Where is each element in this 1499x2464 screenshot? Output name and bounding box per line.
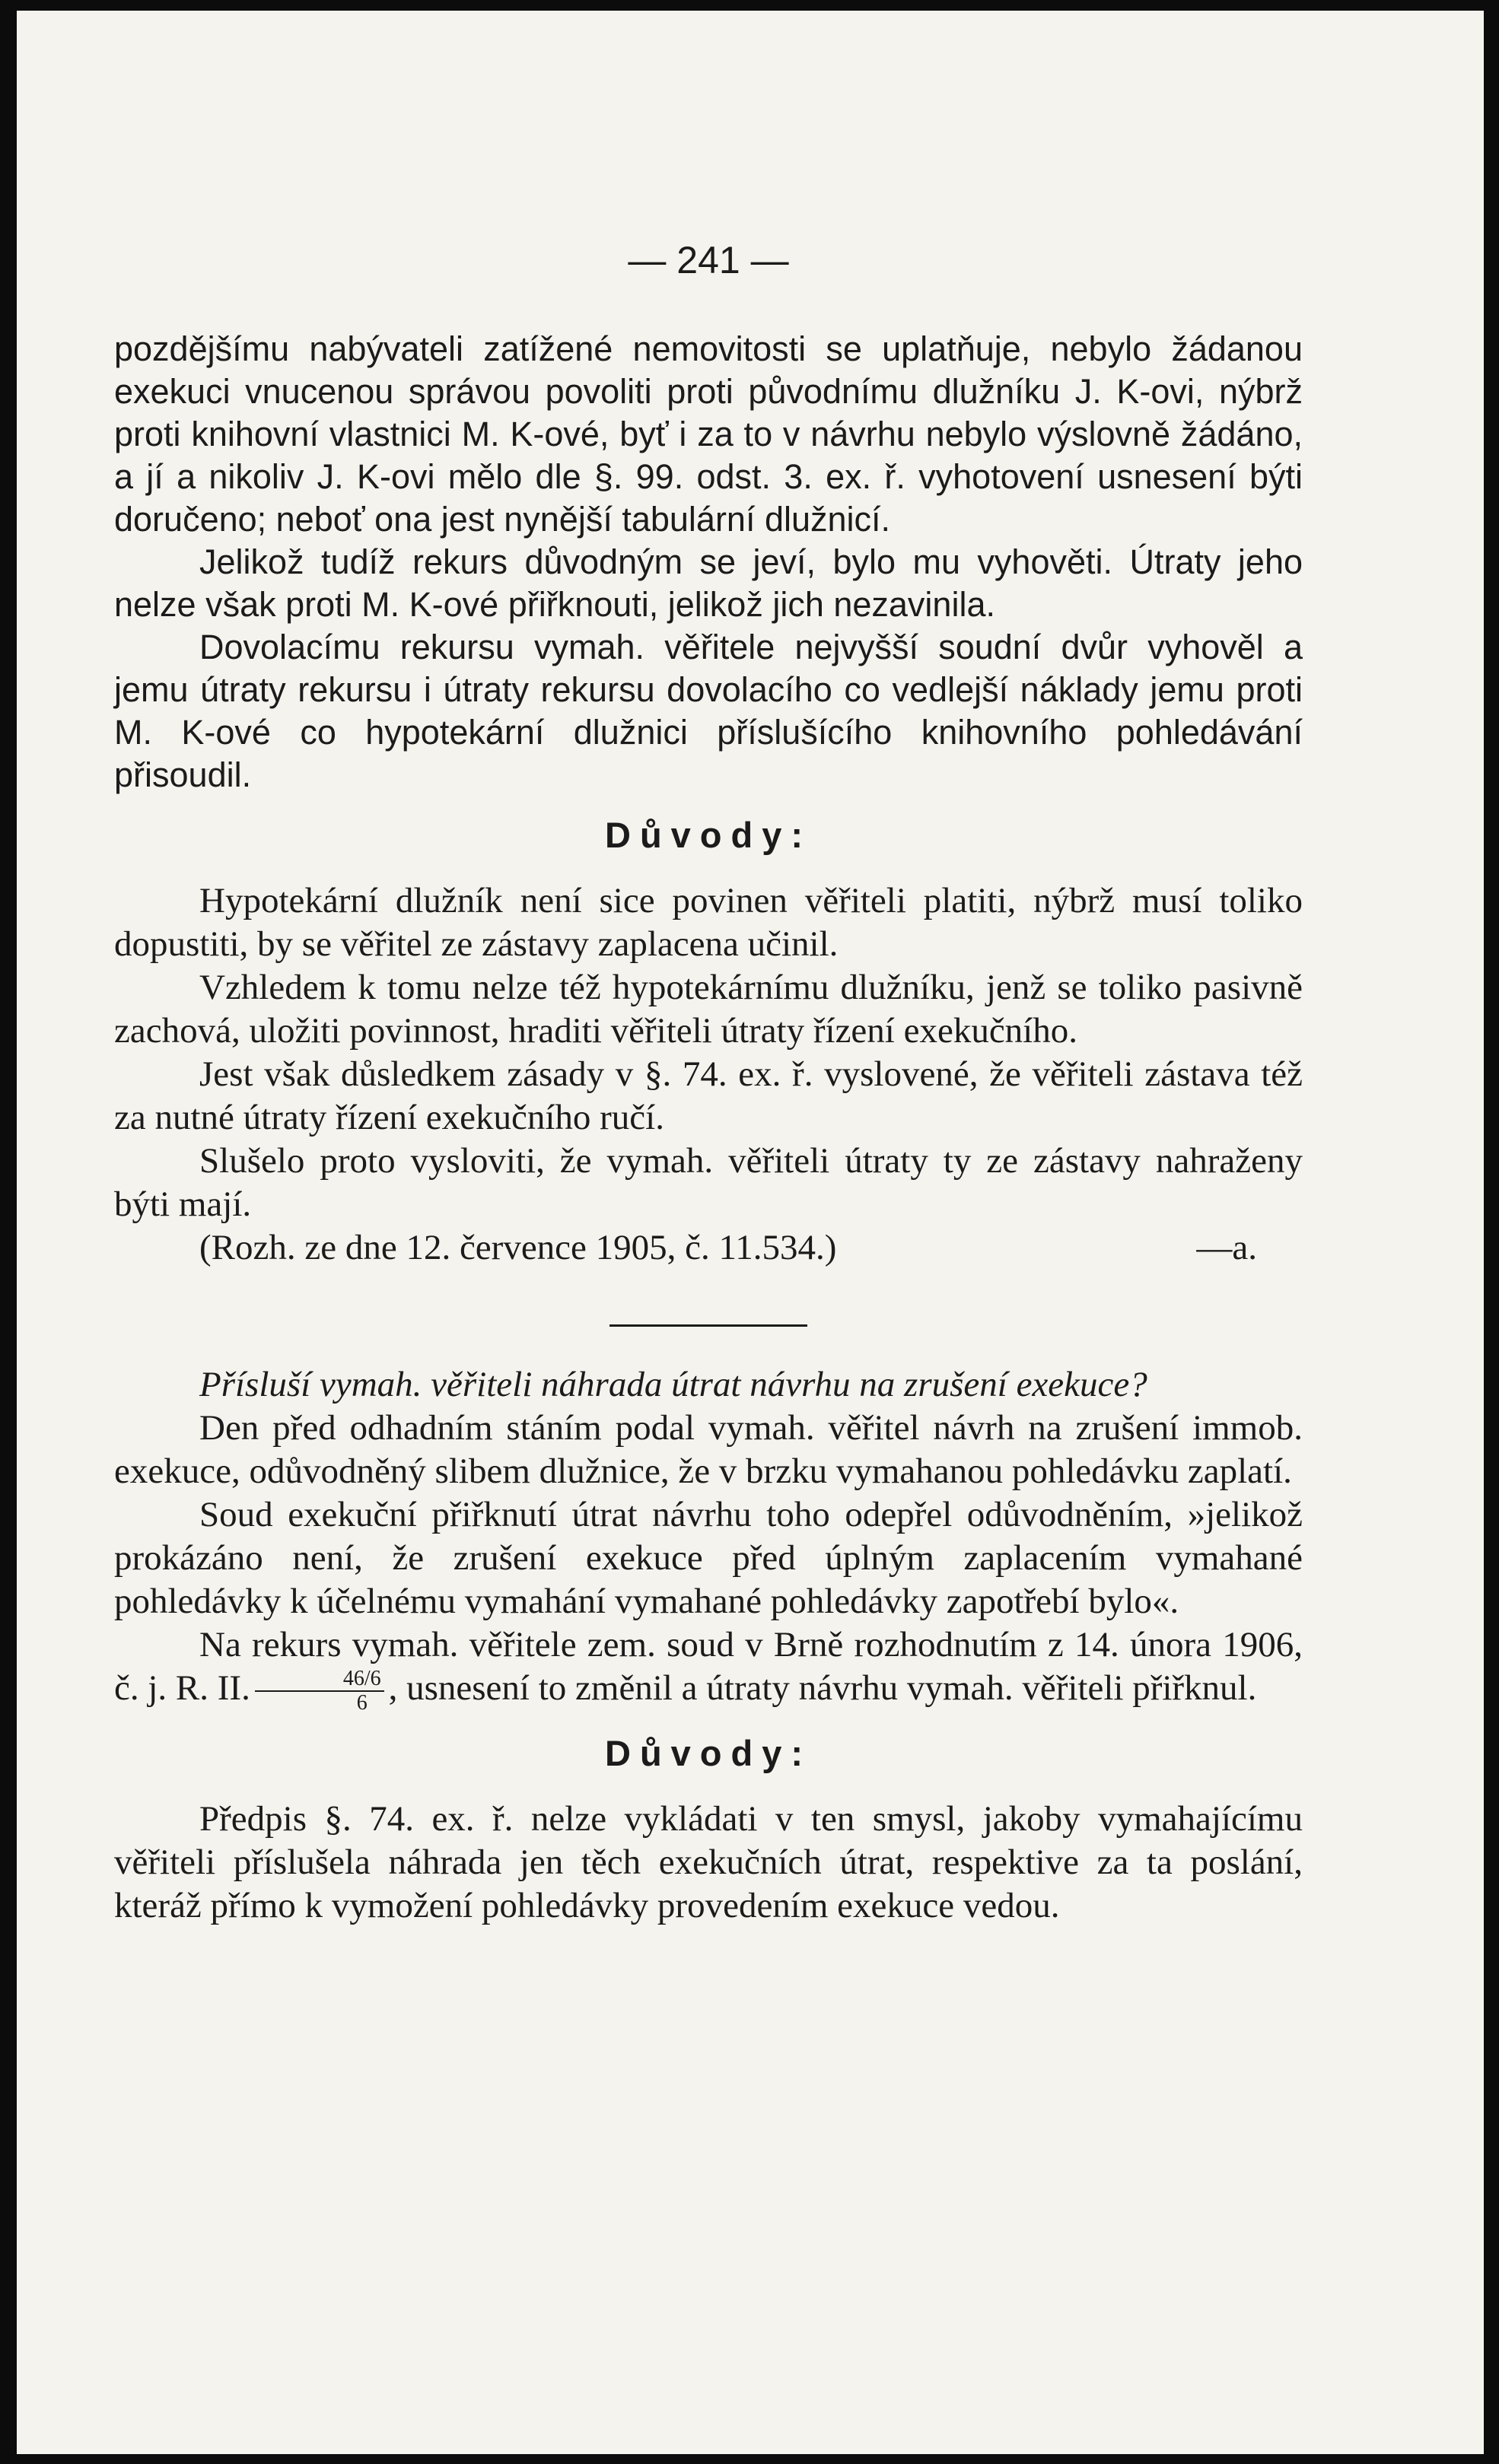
fraction-numerator: 46/6: [255, 1668, 384, 1692]
case-a-reasons: [114, 879, 1303, 1270]
case-b-paragraph-3-start: Na rekurs vymah. věřitele zem. soud v Brně rozhodnutím z 14. února 1906, č. j. R. II.: [114, 1625, 1303, 1708]
case-a: [114, 328, 1303, 796]
case-b-paragraph-2: Soud exekuční přiřknutí útrat návrhu toho odepřel odůvodněním, »jelikož prokázáno není, že zrušení exekuce před úplným zaplacením vymahané pohledávky k účelnému vymahání vymahané pohledávky zapotřebí bylo«.: [114, 1495, 1303, 1621]
case-a-paragraph-3: Dovolacímu rekursu vymah. věřitele nejvyšší soudní dvůr vyhověl a jemu útraty rekursu i útraty rekursu dovolacího co vedlejší náklady jemu proti M. K-ové co hypotekární dlužnici příslušícího knihovního pohledávání přisoudil.: [114, 628, 1303, 794]
case-b-paragraph-3-end: , usnesení to změnil a útraty návrhu vymah. věřiteli přiřknul.: [388, 1668, 1257, 1708]
fraction-denominator: 6: [356, 1691, 368, 1715]
case-a-paragraph-2: Jelikož tudíž rekurs důvodným se jeví, bylo mu vyhověti. Útraty jeho nelze však proti M. K-ové přiřknouti, jelikož jich nezavinila.: [114, 542, 1303, 624]
page-number: — 241 —: [628, 239, 789, 281]
case-b-topic-question: Přísluší vymah. věřiteli náhrada útrat návrhu na zrušení exekuce?: [199, 1365, 1147, 1404]
case-a-reason-1: Hypotekární dlužník není sice povinen věřiteli platiti, nýbrž musí toliko dopustiti, by se věřitel ze zástavy zaplacena učinil.: [114, 881, 1303, 964]
case-b-paragraph-3: [114, 1623, 1303, 1715]
case-b-paragraph-1: Den před odhadním stáním podal vymah. věřitel návrh na zrušení immob. exekuce, odůvodněný slibem dlužnice, že v brzku vymahanou pohledávku zaplatí.: [114, 1408, 1303, 1491]
case-a-reasons-heading: Důvody:: [605, 815, 812, 855]
case-a-reason-2: Vzhledem k tomu nelze též hypotekárnímu dlužníku, jenž se toliko pasivně zachová, uložiti povinnost, hraditi věřiteli útraty řízení exekučního.: [114, 968, 1303, 1051]
case-b-reasons-heading: Důvody:: [605, 1733, 812, 1774]
section-divider: [609, 1324, 807, 1327]
case-a-paragraph-1: pozdějšímu nabývateli zatížené nemovitosti se uplatňuje, nebylo žádanou exekuci vnucenou správou povoliti proti původnímu dlužníku J. K-ovi, nýbrž proti knihovní vlastnici M. K-ové, byť i za to v návrhu nebylo výslovně žádáno, a jí a nikoliv J. K-ovi mělo dle §. 99. odst. 3. ex. ř. vyhotovení usnesení býti doručeno; neboť ona jest nynější tabulární dlužnicí.: [114, 329, 1303, 539]
author-signature: —a.: [1196, 1228, 1257, 1267]
page-text: [114, 239, 1303, 1928]
case-a-reason-3: Jest však důsledkem zásady v §. 74. ex. ř. vyslovené, že věřiteli zástava též za nutné útraty řízení exekučního ručí.: [114, 1054, 1303, 1137]
case-number-fraction: [255, 1668, 384, 1715]
case-a-reason-4: Slušelo proto vysloviti, že vymah. věřiteli útraty ty ze zástavy nahraženy býti mají.: [114, 1141, 1303, 1224]
case-b-reason-1: Předpis §. 74. ex. ř. nelze vykládati v ten smysl, jakoby vymahajícímu věřiteli příslušela náhrada jen těch exekučních útrat, respektive za ta poslání, kteráž přímo k vymožení pohledávky provedením exekuce vedou.: [114, 1799, 1303, 1926]
decision-citation: (Rozh. ze dne 12. července 1905, č. 11.534.): [199, 1228, 837, 1267]
book-page: [17, 11, 1484, 2454]
case-a-decision-reference: [114, 1226, 1303, 1270]
